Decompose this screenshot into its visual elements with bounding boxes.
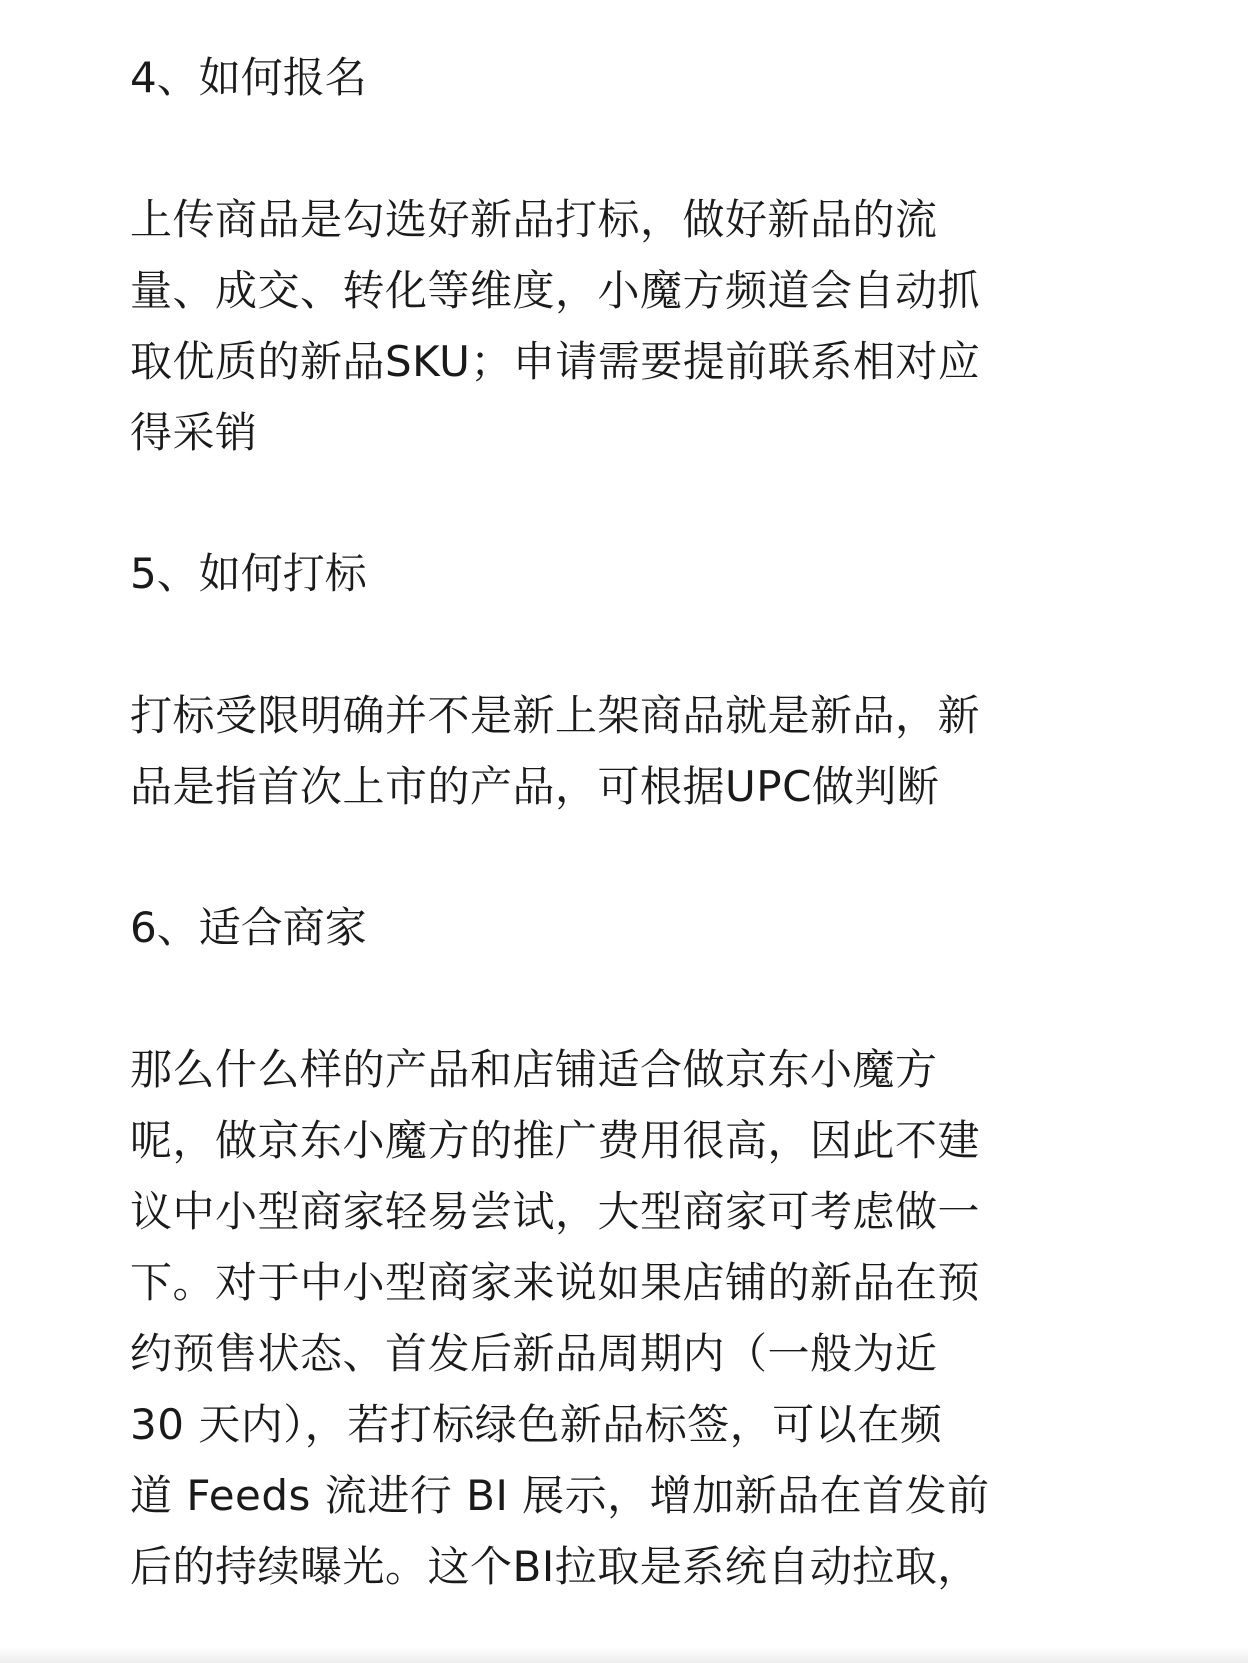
paragraph-line: 品是指首次上市的产品，可根据UPC做判断 <box>130 762 940 811</box>
spacer <box>130 822 1090 892</box>
paragraph-line: 议中小型商家轻易尝试，大型商家可考虑做一 <box>130 1187 981 1236</box>
section-paragraph-4 <box>130 184 1090 468</box>
spacer <box>130 114 1090 184</box>
spacer <box>130 964 1090 1034</box>
paragraph-line: 得采销 <box>130 408 258 457</box>
article-body <box>130 42 1090 1602</box>
paragraph-line: 打标受限明确并不是新上架商品就是新品，新 <box>130 691 981 740</box>
section-heading-5: 5、如何打标 <box>130 549 367 598</box>
paragraph-line: 取优质的新品SKU；申请需要提前联系相对应 <box>130 337 981 386</box>
paragraph-line: 后的持续曝光。这个BI拉取是系统自动拉取， <box>130 1542 980 1591</box>
paragraph-line: 呢，做京东小魔方的推广费用很高，因此不建 <box>130 1116 981 1165</box>
paragraph-line: 约预售状态、首发后新品周期内（一般为近 <box>130 1329 938 1378</box>
paragraph-line: 那么什么样的产品和店铺适合做京东小魔方 <box>130 1045 938 1094</box>
paragraph-line: 道 Feeds 流进行 BI 展示，增加新品在首发前 <box>130 1471 990 1520</box>
paragraph-line: 下。对于中小型商家来说如果店铺的新品在预 <box>130 1258 981 1307</box>
bottom-edge-shadow <box>0 1647 1248 1663</box>
section-paragraph-6 <box>130 1034 1090 1602</box>
spacer <box>130 468 1090 538</box>
paragraph-line: 量、成交、转化等维度，小魔方频道会自动抓 <box>130 266 981 315</box>
section-heading-6: 6、适合商家 <box>130 903 367 952</box>
spacer <box>130 610 1090 680</box>
section-paragraph-5 <box>130 680 1090 822</box>
paragraph-line: 30 天内），若打标绿色新品标签，可以在频 <box>130 1400 943 1449</box>
paragraph-line: 上传商品是勾选好新品打标，做好新品的流 <box>130 195 938 244</box>
section-heading-4: 4、如何报名 <box>130 53 367 102</box>
